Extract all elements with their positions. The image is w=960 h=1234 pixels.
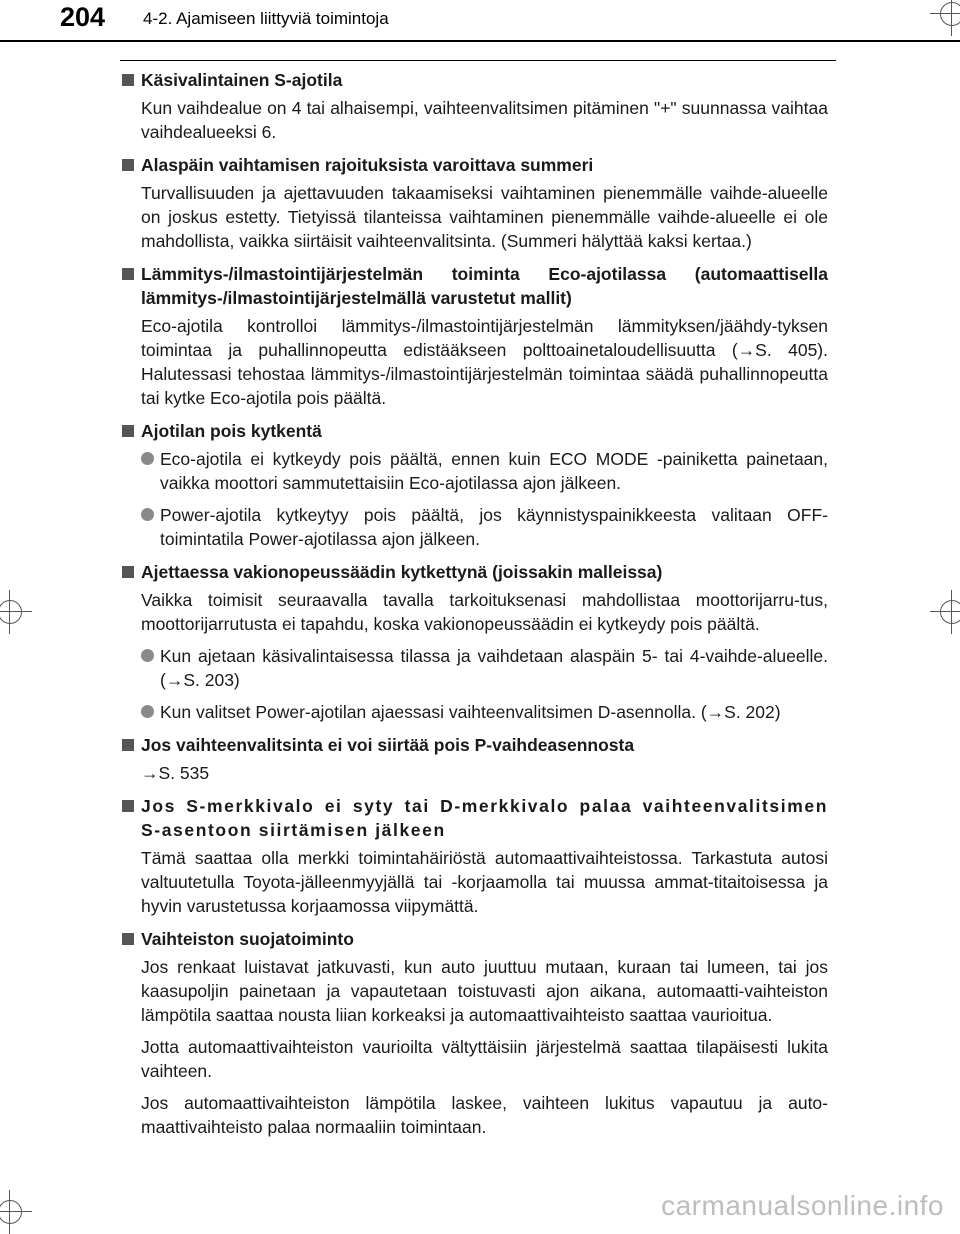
section-heading-text: Ajotilan pois kytkentä bbox=[141, 421, 322, 441]
manual-content bbox=[122, 68, 828, 1148]
section-heading bbox=[122, 262, 828, 310]
manual-section bbox=[122, 153, 828, 253]
bullet-text: Kun valitset Power-ajotilan ajaessasi vaihteenvalitsimen D-asennolla. (→S. 202) bbox=[160, 702, 781, 722]
section-heading bbox=[122, 419, 828, 443]
manual-section bbox=[122, 794, 828, 918]
manual-section bbox=[122, 927, 828, 1139]
manual-section bbox=[122, 733, 828, 785]
square-bullet-icon bbox=[122, 739, 134, 751]
content-rule bbox=[120, 60, 836, 61]
section-heading bbox=[122, 927, 828, 951]
manual-section bbox=[122, 262, 828, 410]
paragraph: Vaikka toimisit seuraavalla tavalla tarkoituksenasi mahdollistaa moottorijarru-tus, moottorijarrutusta ei tapahdu, koska vakionopeussäädin ei kytkeydy pois päältä. bbox=[141, 590, 828, 634]
square-bullet-icon bbox=[122, 74, 134, 86]
registration-mark bbox=[0, 1200, 22, 1224]
section-heading bbox=[122, 68, 828, 92]
registration-mark bbox=[0, 600, 22, 624]
section-heading-text: Lämmitys-/ilmastointijärjestelmän toiminta Eco-ajotilassa (automaattisella lämmitys-/ilmastointijärjestelmällä varustetut mallit) bbox=[141, 264, 828, 308]
header-rule bbox=[0, 40, 960, 42]
section-heading-text: Käsivalintainen S-ajotila bbox=[141, 70, 343, 90]
paragraph: Kun vaihdealue on 4 tai alhaisempi, vaihteenvalitsimen pitäminen "+" suunnassa vaihtaa vaihdealueeksi 6. bbox=[141, 98, 828, 142]
bullet-item bbox=[141, 447, 828, 495]
section-heading bbox=[122, 153, 828, 177]
paragraph: →S. 535 bbox=[141, 763, 210, 783]
circle-bullet-icon bbox=[141, 705, 154, 718]
circle-bullet-icon bbox=[141, 508, 154, 521]
section-heading-text: Jos vaihteenvalitsinta ei voi siirtää pois P-vaihdeasennosta bbox=[141, 735, 635, 755]
section-heading-text: Ajettaessa vakionopeussäädin kytkettynä (joissakin malleissa) bbox=[141, 562, 663, 582]
paragraph: Jos renkaat luistavat jatkuvasti, kun auto juuttuu mutaan, kuraan tai lumeen, tai jos kaasupoljin painetaan ja vapautetaan toistuvasti ajon aikana, automaatti-vaihteiston lämpötila saattaa nousta liian korkeaksi ja automaattivaihteisto saattaa vaurioitua. bbox=[141, 957, 828, 1025]
section-title: 4-2. Ajamiseen liittyviä toimintoja bbox=[143, 9, 389, 28]
section-heading-text: Vaihteiston suojatoiminto bbox=[141, 929, 354, 949]
paragraph: Jos automaattivaihteiston lämpötila laskee, vaihteen lukitus vapautuu ja auto-maattivaihteisto palaa normaaliin toimintaan. bbox=[141, 1093, 828, 1137]
section-heading-text: Alaspäin vaihtamisen rajoituksista varoittava summeri bbox=[141, 155, 594, 175]
page-header bbox=[0, 0, 960, 44]
section-heading bbox=[122, 733, 828, 757]
bullet-item bbox=[141, 700, 828, 724]
circle-bullet-icon bbox=[141, 452, 154, 465]
section-heading bbox=[122, 560, 828, 584]
paragraph: Eco-ajotila kontrolloi lämmitys-/ilmastointijärjestelmän lämmityksen/jäähdy-tyksen toimintaa ja puhallinnopeutta edistääkseen polttoainetaloudellisuutta (→S. 405). Halutessasi tehostaa lämmitys-/ilmastointijärjestelmän toimintaa säädä puhallinnopeutta tai kytke Eco-ajotila pois päältä. bbox=[141, 316, 828, 408]
registration-mark bbox=[940, 2, 960, 26]
paragraph: Turvallisuuden ja ajettavuuden takaamiseksi vaihtaminen pienemmälle vaihde-alueelle on joskus estetty. Tietyissä tilanteissa vaihtaminen pienemmälle vaihde-alueelle ei ole mahdollista, vaikka siirtäisit vaihteenvalitsinta. (Summeri hälyttää kaksi kertaa.) bbox=[141, 183, 828, 251]
bullet-text: Eco-ajotila ei kytkeydy pois päältä, ennen kuin ECO MODE -painiketta painetaan, vaikka moottori sammutettaisiin Eco-ajotilassa ajon jälkeen. bbox=[160, 449, 828, 493]
square-bullet-icon bbox=[122, 566, 134, 578]
section-heading-text: Jos S-merkkivalo ei syty tai D-merkkivalo palaa vaihteenvalitsimen S-asentoon siirtämisen jälkeen bbox=[141, 796, 828, 840]
paragraph: Tämä saattaa olla merkki toimintahäiriöstä automaattivaihteistossa. Tarkastuta autosi valtuutetulla Toyota-jälleenmyyjällä tai -korjaamolla tai muussa ammat-titaitoisessa ja hyvin varustetussa korjaamossa viipymättä. bbox=[141, 848, 828, 916]
paragraph: Jotta automaattivaihteiston vaurioilta vältyttäisiin järjestelmä saattaa tilapäisesti lukita vaihteen. bbox=[141, 1037, 828, 1081]
square-bullet-icon bbox=[122, 159, 134, 171]
square-bullet-icon bbox=[122, 268, 134, 280]
square-bullet-icon bbox=[122, 933, 134, 945]
section-heading bbox=[122, 794, 828, 842]
manual-section bbox=[122, 68, 828, 144]
square-bullet-icon bbox=[122, 800, 134, 812]
manual-section bbox=[122, 419, 828, 551]
bullet-item bbox=[141, 503, 828, 551]
bullet-text: Kun ajetaan käsivalintaisessa tilassa ja vaihdetaan alaspäin 5- tai 4-vaihde-alueelle. (→S. 203) bbox=[160, 646, 828, 690]
square-bullet-icon bbox=[122, 425, 134, 437]
bullet-text: Power-ajotila kytkeytyy pois päältä, jos käynnistyspainikkeesta valitaan OFF-toimintatila Power-ajotilassa ajon jälkeen. bbox=[160, 505, 828, 549]
bullet-item bbox=[141, 644, 828, 692]
registration-mark bbox=[940, 600, 960, 624]
page-number: 204 bbox=[60, 2, 106, 32]
circle-bullet-icon bbox=[141, 649, 154, 662]
watermark: carmanualsonline.info bbox=[661, 1190, 944, 1221]
manual-section bbox=[122, 560, 828, 724]
